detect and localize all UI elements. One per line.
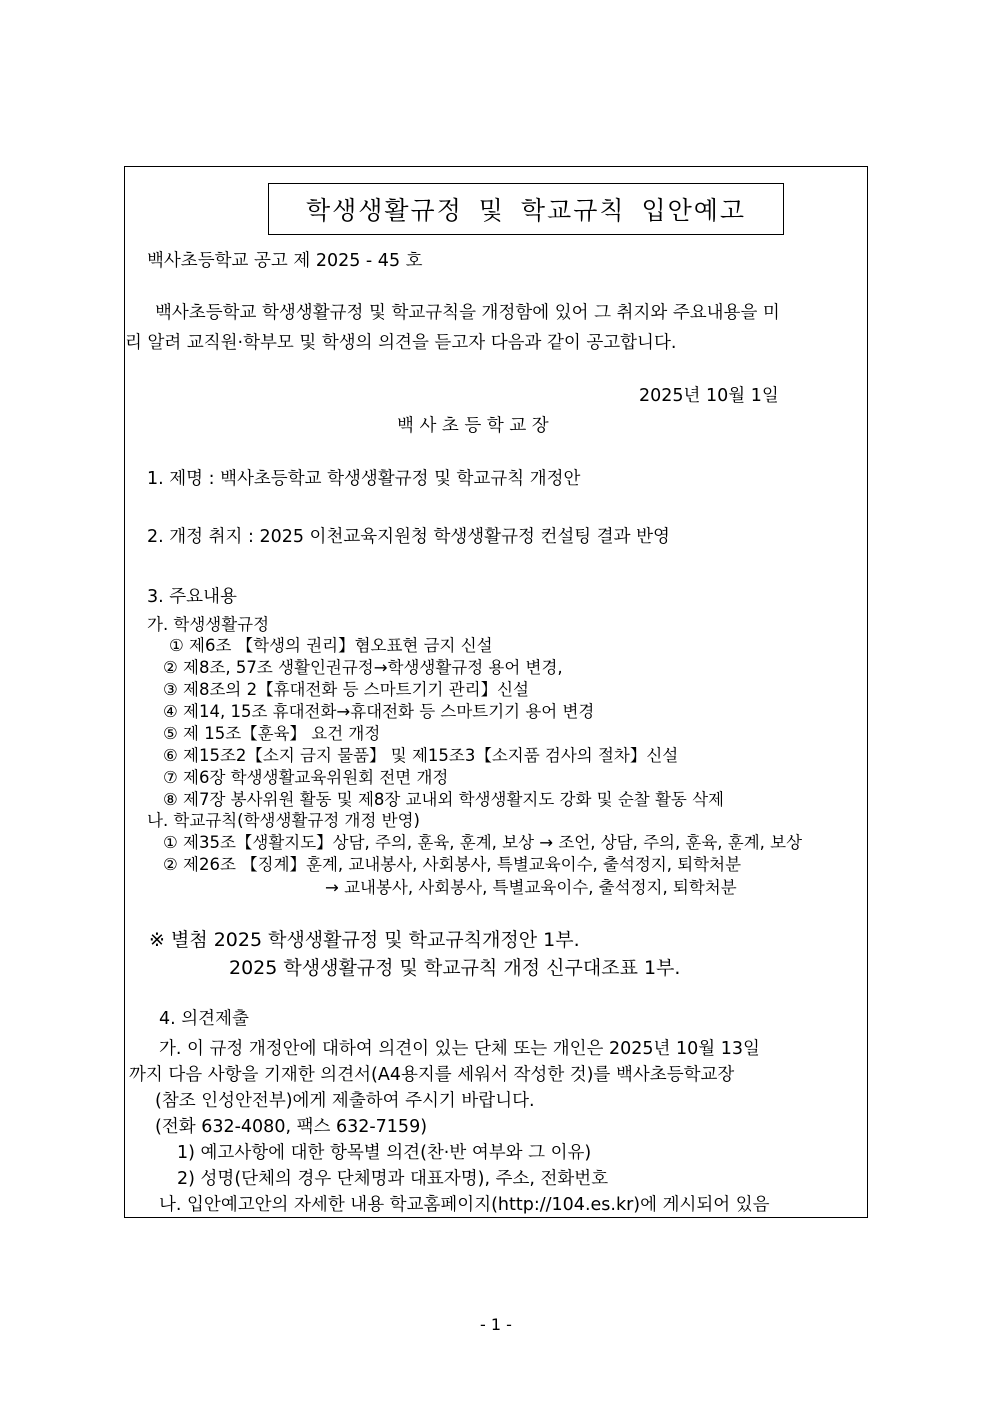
notice-number: 백사초등학교 공고 제 2025 - 45 호 [147, 251, 423, 271]
sub-a-item-5: ⑤ 제 15조【훈육】 요건 개정 [163, 724, 381, 743]
notice-date: 2025년 10월 1일 [639, 386, 779, 406]
section-4-line-2: 까지 다음 사항을 기재한 의견서(A4용지를 세워서 작성한 것)를 백사초등학교장 [129, 1065, 735, 1085]
sub-a-item-2: ② 제8조, 57조 생활인권규정→학생생활규정 용어 변경, [163, 658, 563, 677]
section-4-contact: (전화 632-4080, 팩스 632-7159) [155, 1117, 428, 1137]
section-3-sub-b-heading: 나. 학교규칙(학생생활규정 개정 반영) [147, 811, 420, 830]
intro-line-1: 백사초등학교 학생생활규정 및 학교규칙을 개정함에 있어 그 취지와 주요내용을 미 [155, 303, 780, 323]
signatory: 백 사 초 등 학 교 장 [397, 416, 549, 436]
section-4-heading: 4. 의견제출 [159, 1009, 249, 1029]
sub-a-item-7: ⑦ 제6장 학생생활교육위원회 전면 개정 [163, 768, 449, 787]
sub-a-item-8: ⑧ 제7장 봉사위원 활동 및 제8장 교내외 학생생활지도 강화 및 순찰 활동 삭제 [163, 790, 724, 809]
sub-a-item-4: ④ 제14, 15조 휴대전화→휴대전화 등 스마트기기 용어 변경 [163, 702, 595, 721]
section-4-homepage: 나. 입안예고안의 자세한 내용 학교홈페이지(http://104.es.kr)에 게시되어 있음 [159, 1195, 770, 1215]
section-1-title: 1. 제명 : 백사초등학교 학생생활규정 및 학교규칙 개정안 [147, 469, 581, 489]
intro-line-2: 리 알려 교직원·학부모 및 학생의 의견을 듣고자 다음과 같이 공고합니다. [125, 333, 677, 353]
section-3-sub-a-heading: 가. 학생생활규정 [147, 615, 270, 634]
sub-a-item-1: ① 제6조 【학생의 권리】혐오표현 금지 신설 [169, 636, 493, 655]
section-3-heading: 3. 주요내용 [147, 587, 237, 607]
attachment-line-2: 2025 학생생활규정 및 학교규칙 개정 신구대조표 1부. [229, 957, 681, 979]
sub-b-item-2: ② 제26조 【징계】훈계, 교내봉사, 사회봉사, 특별교육이수, 출석정지, 퇴학처분 [163, 855, 742, 874]
sub-b-item-1: ① 제35조【생활지도】상담, 주의, 훈육, 훈계, 보상 → 조언, 상담, 주의, 훈육, 훈계, 보상 [163, 833, 803, 852]
section-4-item-2: 2) 성명(단체의 경우 단체명과 대표자명), 주소, 전화번호 [177, 1169, 609, 1189]
sub-a-item-6: ⑥ 제15조2【소지 금지 물품】 및 제15조3【소지품 검사의 절차】신설 [163, 746, 679, 765]
section-2-purpose: 2. 개정 취지 : 2025 이천교육지원청 학생생활규정 컨설팅 결과 반영 [147, 527, 670, 547]
sub-b-item-2-continued: → 교내봉사, 사회봉사, 특별교육이수, 출석정지, 퇴학처분 [325, 878, 737, 897]
attachment-line-1: ※ 별첨 2025 학생생활규정 및 학교규칙개정안 1부. [149, 929, 580, 951]
section-4-line-3: (참조 인성안전부)에게 제출하여 주시기 바랍니다. [155, 1091, 535, 1111]
page-number: - 1 - [480, 1315, 512, 1334]
notice-frame [124, 166, 868, 1218]
sub-a-item-3: ③ 제8조의 2【휴대전화 등 스마트기기 관리】신설 [163, 680, 529, 699]
section-4-line-1: 가. 이 규정 개정안에 대하여 의견이 있는 단체 또는 개인은 2025년 10월 13일 [159, 1039, 760, 1059]
document-title: 학생생활규정 및 학교규칙 입안예고 [268, 183, 784, 235]
section-4-item-1: 1) 예고사항에 대한 항목별 의견(찬·반 여부와 그 이유) [177, 1143, 592, 1163]
